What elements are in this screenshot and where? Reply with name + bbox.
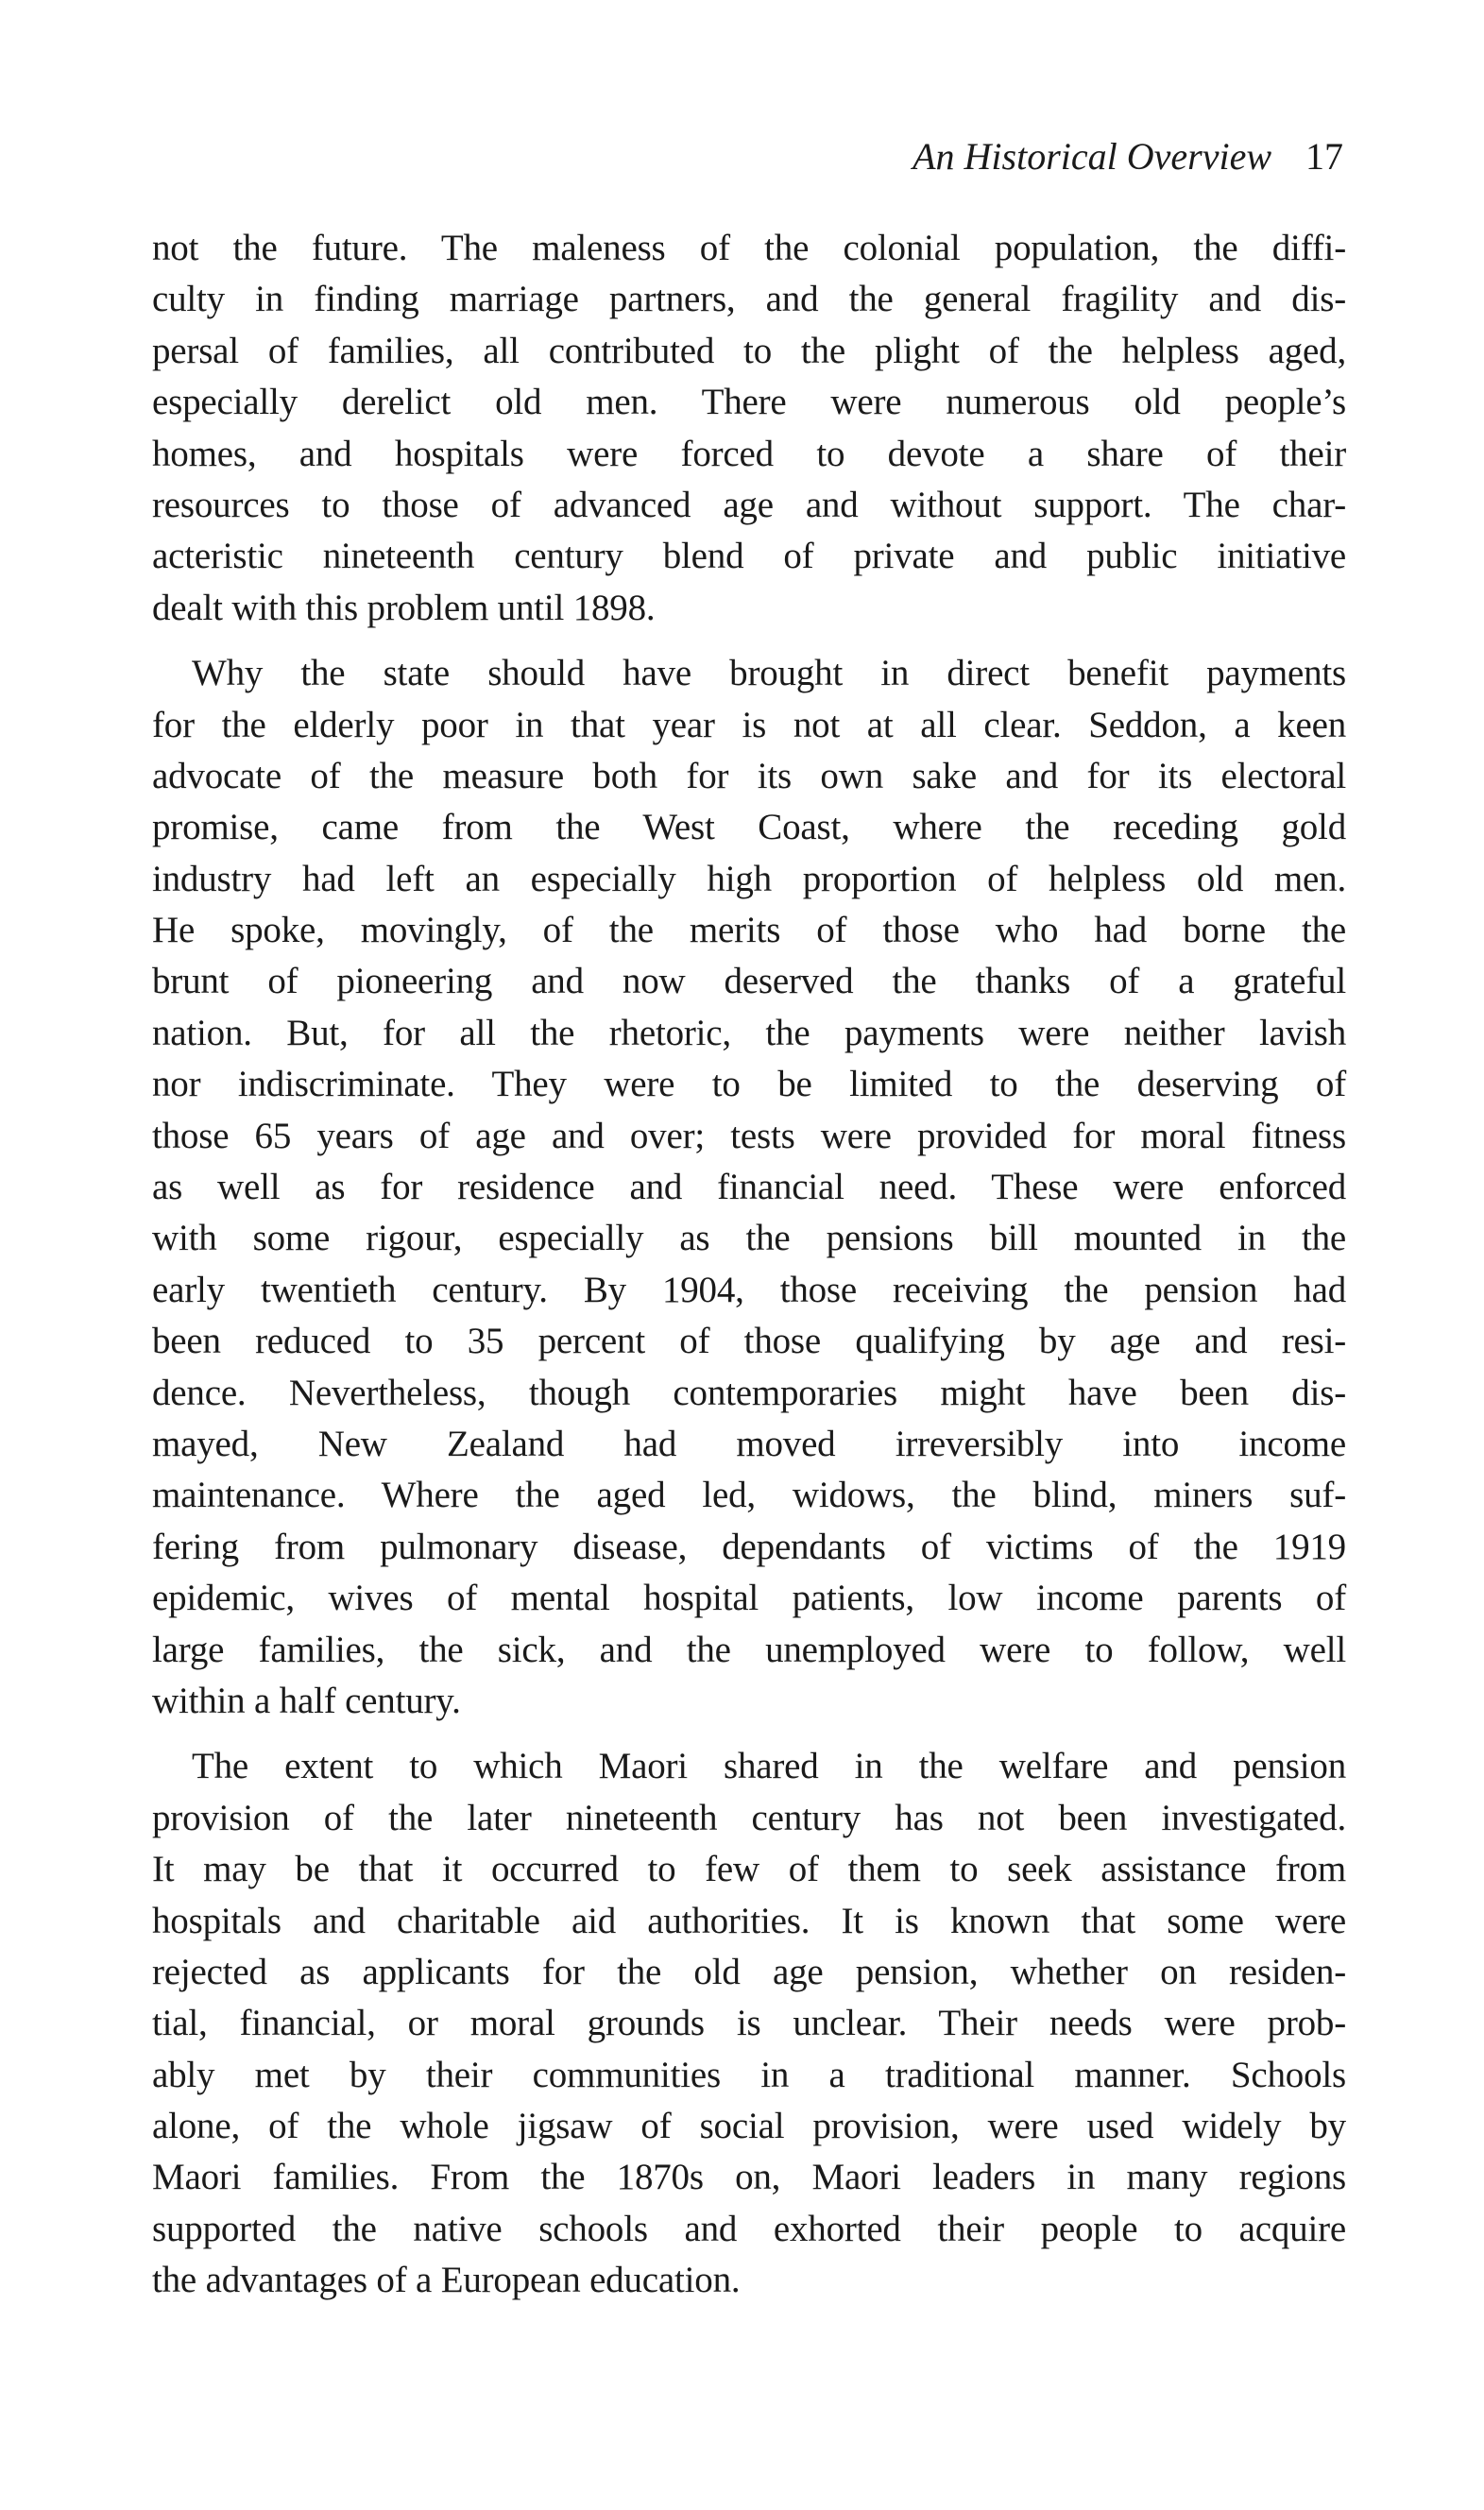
paragraph <box>152 223 1346 634</box>
text-line: mayed, New Zealand had moved irreversibly into income <box>152 1423 1346 1464</box>
body-text <box>152 223 1346 2321</box>
text-line: advocate of the measure both for its own sake and for its electoral <box>152 755 1346 796</box>
text-line: promise, came from the West Coast, where the receding gold <box>152 807 1346 848</box>
text-line: industry had left an especially high proportion of helpless old men. <box>152 858 1346 899</box>
text-line: hospitals and charitable aid authorities. It is known that some were <box>152 1900 1346 1941</box>
page-number: 17 <box>1305 135 1343 178</box>
text-line: the advantages of a European education. <box>152 2260 741 2301</box>
text-line: homes, and hospitals were forced to devote a share of their <box>152 433 1346 474</box>
text-line: especially derelict old men. There were numerous old people’s <box>152 382 1346 423</box>
text-line: for the elderly poor in that year is not at all clear. Seddon, a keen <box>152 704 1346 745</box>
text-line: within a half century. <box>152 1680 461 1721</box>
text-line: supported the native schools and exhorted their people to acquire <box>152 2208 1346 2249</box>
text-line: epidemic, wives of mental hospital patients, low income parents of <box>152 1578 1346 1619</box>
text-line: nation. But, for all the rhetoric, the payments were neither lavish <box>152 1012 1346 1053</box>
paragraph <box>152 1741 1346 2306</box>
text-line: culty in finding marriage partners, and the general fragility and dis- <box>152 279 1346 320</box>
text-line: with some rigour, especially as the pensions bill mounted in the <box>152 1218 1346 1259</box>
text-line: Why the state should have brought in direct benefit payments <box>192 653 1346 694</box>
text-line: It may be that it occurred to few of them to seek assistance from <box>152 1849 1346 1890</box>
text-line: maintenance. Where the aged led, widows, the blind, miners suf- <box>152 1475 1346 1516</box>
running-head-title: An Historical Overview <box>913 135 1271 178</box>
text-line: rejected as applicants for the old age pension, whether on residen- <box>152 1951 1346 1992</box>
text-line: large families, the sick, and the unemployed were to follow, well <box>152 1629 1346 1670</box>
text-line: dence. Nevertheless, though contemporaries might have been dis- <box>152 1372 1346 1413</box>
text-line: nor indiscriminate. They were to be limited to the deserving of <box>152 1064 1346 1105</box>
text-line: acteristic nineteenth century blend of private and public initiative <box>152 536 1346 577</box>
text-line: dealt with this problem until 1898. <box>152 587 656 628</box>
text-line: He spoke, movingly, of the merits of those who had borne the <box>152 910 1346 951</box>
text-line: fering from pulmonary disease, dependants of victims of the 1919 <box>152 1526 1346 1567</box>
text-line: persal of families, all contributed to the plight of the helpless aged, <box>152 330 1346 371</box>
text-line: alone, of the whole jigsaw of social provision, were used widely by <box>152 2106 1346 2147</box>
text-line: been reduced to 35 percent of those qualifying by age and resi- <box>152 1321 1346 1362</box>
paragraph <box>152 648 1346 1727</box>
running-head <box>913 130 1343 183</box>
text-line: The extent to which Maori shared in the welfare and pension <box>192 1746 1346 1787</box>
text-line: those 65 years of age and over; tests were provided for moral fitness <box>152 1115 1346 1156</box>
text-line: Maori families. From the 1870s on, Maori leaders in many regions <box>152 2157 1346 2198</box>
text-line: resources to those of advanced age and without support. The char- <box>152 484 1346 525</box>
text-line: tial, financial, or moral grounds is unclear. Their needs were prob- <box>152 2003 1346 2044</box>
text-line: brunt of pioneering and now deserved the thanks of a grateful <box>152 961 1346 1002</box>
text-line: early twentieth century. By 1904, those receiving the pension had <box>152 1269 1346 1310</box>
text-line: not the future. The maleness of the colonial population, the diffi- <box>152 228 1346 268</box>
text-line: ably met by their communities in a traditional manner. Schools <box>152 2054 1346 2095</box>
text-line: as well as for residence and financial need. These were enforced <box>152 1167 1346 1208</box>
text-line: provision of the later nineteenth century has not been investigated. <box>152 1797 1346 1838</box>
